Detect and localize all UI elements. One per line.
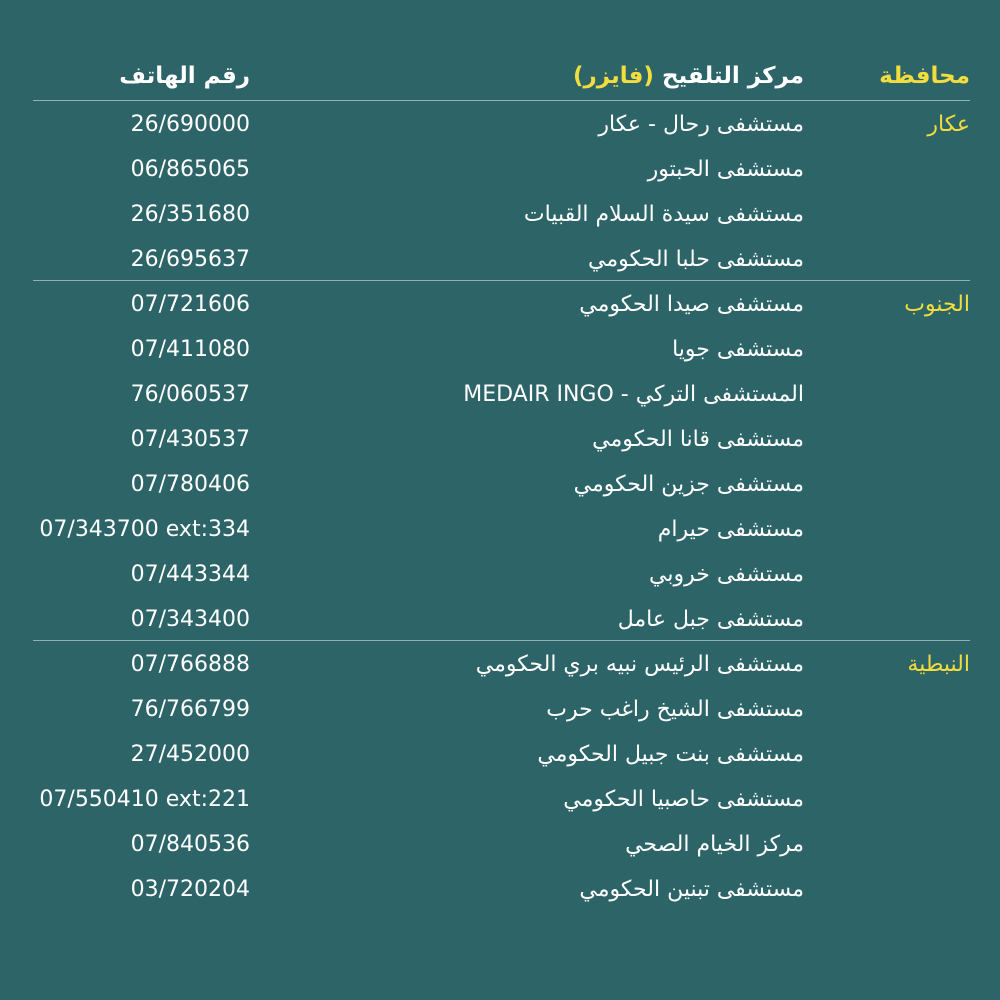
header-center-vaccine: (فايزر) [573,63,654,89]
table-row [0,822,1000,867]
table-row [0,327,1000,372]
table-row [0,507,1000,552]
phone-number: 06/865065 [130,157,250,182]
phone-number: 26/695637 [130,247,250,272]
table-row [0,147,1000,192]
phone-number: 27/452000 [130,742,250,767]
center-name: مستشفى حاصبيا الحكومي [563,787,804,812]
center-name: مستشفى رحال - عكار [598,112,804,137]
center-name: مستشفى جويا [672,337,804,362]
table-row [0,552,1000,597]
table-row [0,417,1000,462]
center-name: مستشفى خروبي [649,562,804,587]
table-row [0,597,1000,642]
table-row [0,642,1000,687]
province-name: الجنوب [904,292,970,317]
phone-number: 76/060537 [130,382,250,407]
phone-number: 76/766799 [130,697,250,722]
header-province: محافظة [879,63,970,89]
phone-number: 07/430537 [130,427,250,452]
phone-number: 26/690000 [130,112,250,137]
phone-number: 07/443344 [130,562,250,587]
header-center [573,58,804,94]
phone-number: 07/840536 [130,832,250,857]
group-divider [33,100,970,101]
center-name: المستشفى التركي - MEDAIR INGO [463,382,804,407]
center-name: مستشفى تبنين الحكومي [579,877,804,902]
group-divider [33,280,970,281]
center-name: مستشفى الرئيس نبيه بري الحكومي [475,652,804,677]
phone-number: 07/550410 ext:221 [39,787,250,812]
table-row [0,687,1000,732]
center-name: مستشفى قانا الحكومي [592,427,804,452]
header-center-label: مركز التلقيح [661,63,804,89]
center-name: مستشفى سيدة السلام القبيات [523,202,804,227]
phone-number: 07/411080 [130,337,250,362]
phone-number: 07/343700 ext:334 [39,517,250,542]
table-row [0,282,1000,327]
phone-number: 07/766888 [130,652,250,677]
center-name: مستشفى جزين الحكومي [573,472,804,497]
phone-number: 07/780406 [130,472,250,497]
province-name: النبطية [907,652,970,677]
table-row [0,867,1000,912]
table-row [0,372,1000,417]
phone-number: 07/343400 [130,607,250,632]
phone-number: 26/351680 [130,202,250,227]
phone-number: 07/721606 [130,292,250,317]
center-name: مستشفى بنت جبيل الحكومي [537,742,804,767]
header-phone: رقم الهاتف [119,63,250,89]
table-row [0,102,1000,147]
province-name: عكار [927,112,970,137]
center-name: مستشفى جبل عامل [617,607,804,632]
center-name: مركز الخيام الصحي [625,832,804,857]
table-row [0,732,1000,777]
center-name: مستشفى حلبا الحكومي [587,247,804,272]
table-row [0,462,1000,507]
group-divider [33,640,970,641]
table-row [0,777,1000,822]
center-name: مستشفى الحبتور [647,157,804,182]
phone-number: 03/720204 [130,877,250,902]
center-name: مستشفى حيرام [657,517,804,542]
center-name: مستشفى الشيخ راغب حرب [546,697,804,722]
center-name: مستشفى صيدا الحكومي [579,292,804,317]
table-row [0,192,1000,237]
table-row [0,237,1000,282]
